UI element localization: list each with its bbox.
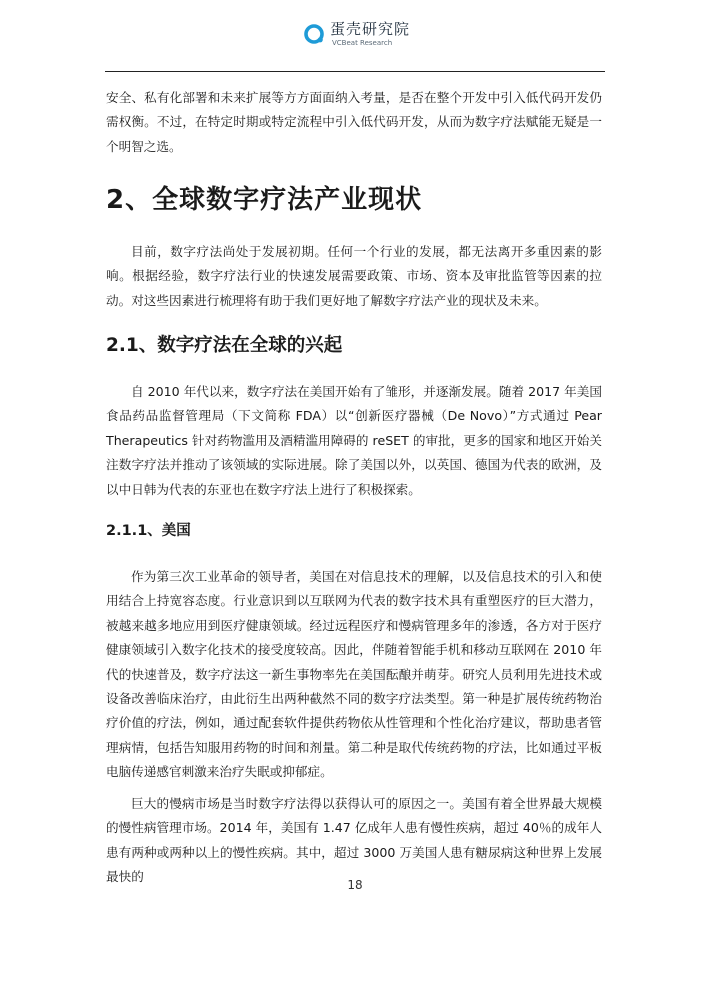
- page-number: 18: [347, 878, 363, 892]
- section-2-1-1-paragraph-1: 作为第三次工业革命的领导者，美国在对信息技术的理解，以及信息技术的引入和使用结合上持宽容态度。行业意识到以互联网为代表的数字技术具有重塑医疗的巨大潜力，被越来越多地应用到医疗健康领域。经过远程医疗和慢病管理多年的渗透，各方对于医疗健康领域引入数字化技术的接受度较高。因此，伴随着智能手机和移动互联网在 2010 年代的快速普及，数字疗法这一新生事物率先在美国酝酿并萌芽。研究人员利用先进技术或设备改善临床治疗，由此衍生出两种截然不同的数字疗法类型。第一种是扩展传统药物治疗价值的疗法，例如，通过配套软件提供药物依从性管理和个性化治疗建议，帮助患者管理病情，包括告知服用药物的时间和剂量。第二种是取代传统药物的疗法，比如通过平板电脑传递感官刺激来治疗失眠或抑郁症。: [106, 569, 602, 780]
- section-2-1-1-block: [106, 565, 602, 785]
- brand-logo: [303, 20, 415, 52]
- section-2-1-paragraph: 自 2010 年代以来，数字疗法在美国开始有了雏形，并逐渐发展。随着 2017 年美国食品药品监督管理局（下文简称 FDA）以“创新医疗器械（De Novo）”方式通过 Pear Therapeutics 针对药物滥用及酒精滥用障碍的 reSET 的审批，更多的国家和地区开始关注数字疗法并推动了该领域的实际进展。除了美国以外，以英国、德国为代表的欧洲，及以中日韩为代表的东亚也在数字疗法上进行了积极探索。: [106, 384, 602, 497]
- section-2-1-1-paragraph-2: 巨大的慢病市场是当时数字疗法得以获得认可的原因之一。美国有着全世界最大规模的慢性病管理市场。2014 年，美国有 1.47 亿成年人患有慢性疾病，超过 40％的成年人患有两种或两种以上的慢性疾病。其中，超过 3000 万美国人患有糖尿病这种世界上发展最快的: [106, 796, 602, 885]
- section-2-1-block: [106, 380, 602, 502]
- section-2-block: [106, 240, 602, 313]
- brand-name-cn: 蛋壳研究院: [330, 20, 411, 38]
- vcbeat-logo-icon: [303, 23, 325, 45]
- intro-block: [106, 86, 602, 159]
- intro-paragraph: 安全、私有化部署和未来扩展等方方面面纳入考量，是否在整个开发中引入低代码开发仍需权衡。不过，在特定时期或特定流程中引入低代码开发，从而为数字疗法赋能无疑是一个明智之选。: [106, 90, 602, 154]
- header-rule: [105, 71, 605, 72]
- section-2-1-1-block-2: [106, 792, 602, 890]
- section-2-title: 2、全球数字疗法产业现状: [106, 185, 423, 215]
- brand-name-en: VCBeat Research: [332, 39, 393, 47]
- page-header: [0, 18, 710, 52]
- section-2-1-1-title: 2.1.1、美国: [106, 523, 191, 539]
- section-2-paragraph: 目前，数字疗法尚处于发展初期。任何一个行业的发展，都无法离开多重因素的影响。根据经验，数字疗法行业的快速发展需要政策、市场、资本及审批监管等因素的拉动。对这些因素进行梳理将有助于我们更好地了解数字疗法产业的现状及未来。: [106, 244, 602, 308]
- section-2-1-title: 2.1、数字疗法在全球的兴起: [106, 335, 343, 356]
